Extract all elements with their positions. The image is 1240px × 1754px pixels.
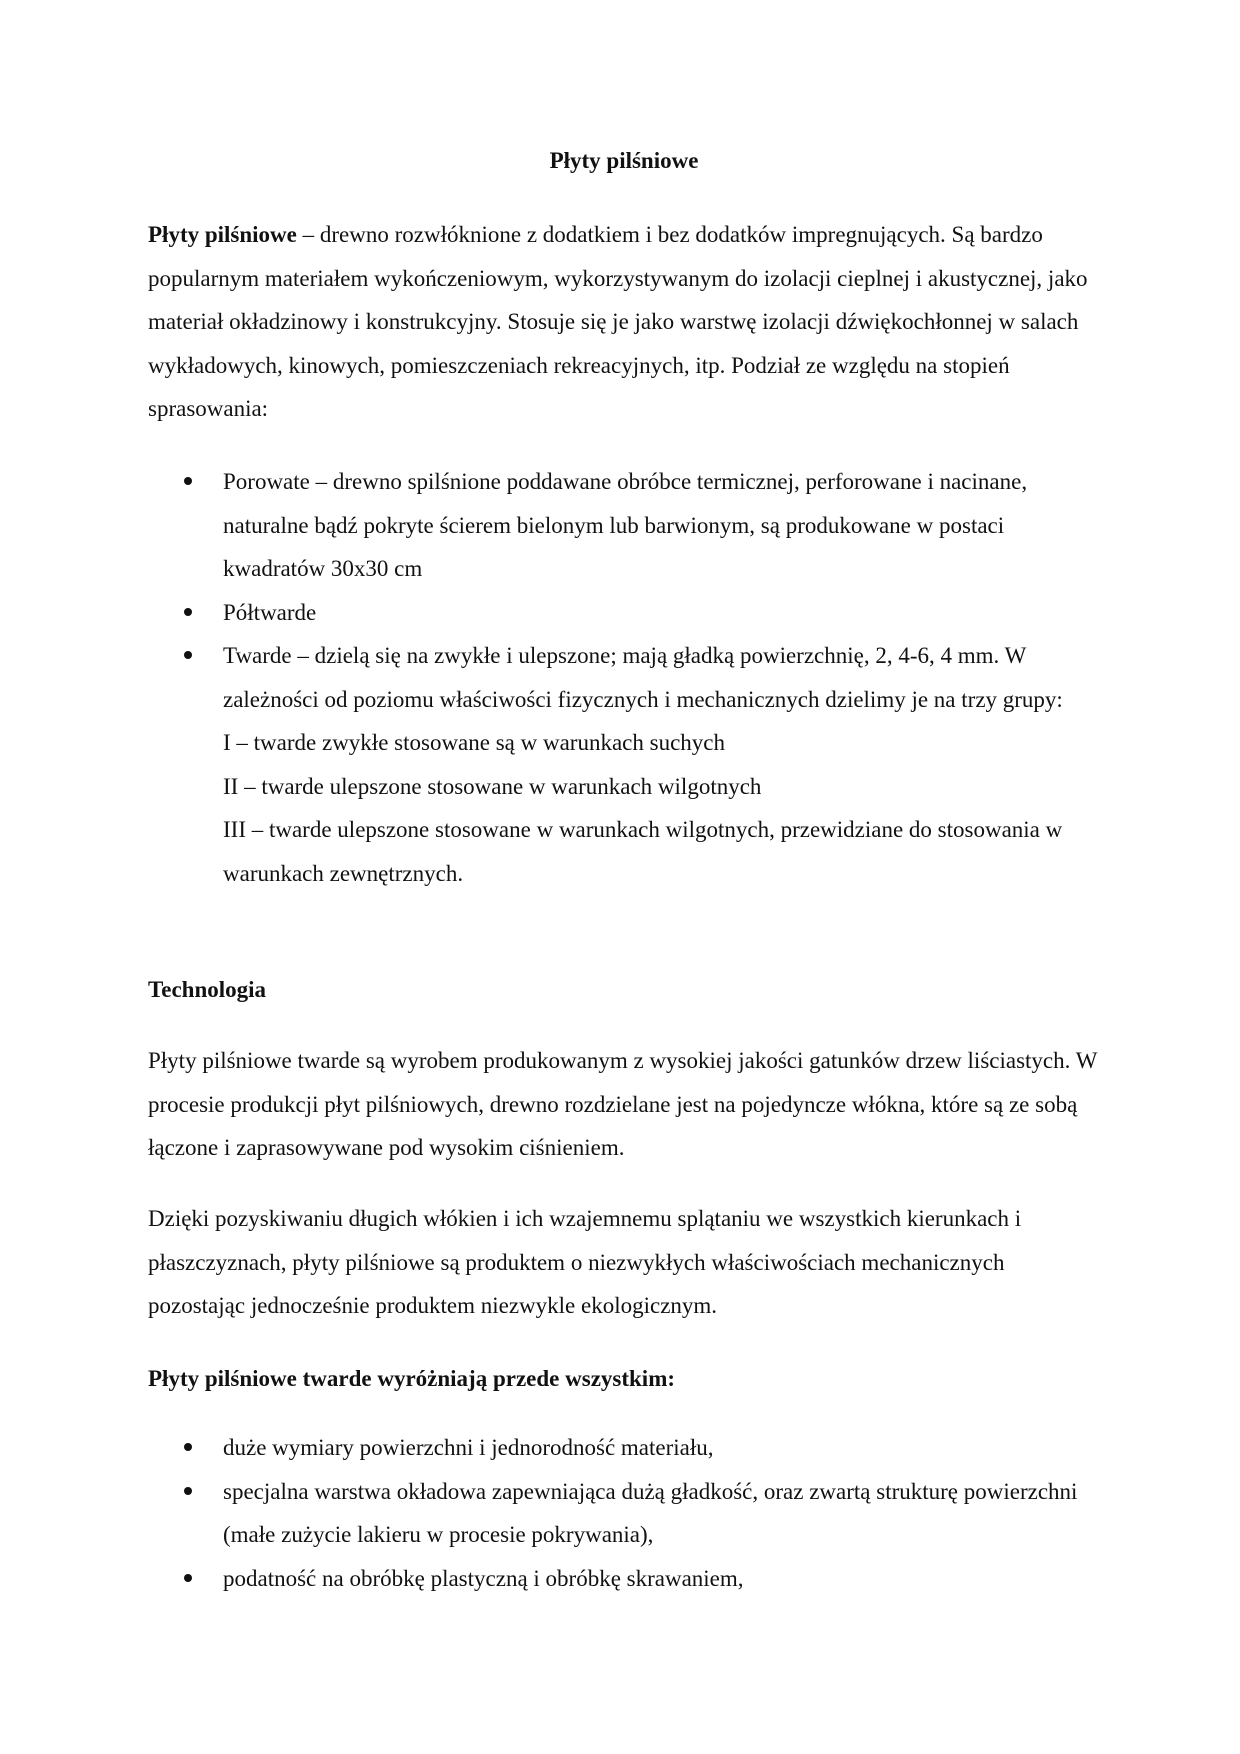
group-line: III – twarde ulepszone stosowane w warunkach wilgotnych, przewidziane do stosowania w warunkach zewnętrznych. — [223, 817, 1063, 886]
list-item-text: podatność na obróbkę plastyczną i obróbkę skrawaniem, — [223, 1565, 744, 1591]
list-item-text: Twarde – dzielą się na zwykłe i ulepszone; mają gładką powierzchnię, 2, 4-6, 4 mm. W zależności od poziomu właściwości fizycznych i mechanicznych dzielimy je na trzy grupy: — [223, 643, 1063, 712]
bullet-icon — [184, 651, 192, 659]
group-line: I – twarde zwykłe stosowane są w warunkach suchych — [223, 730, 726, 755]
features-heading: Płyty pilśniowe twarde wyróżniają przede wszystkim: — [148, 1366, 676, 1391]
group-line: II – twarde ulepszone stosowane w warunkach wilgotnych — [223, 773, 762, 799]
list-item-text: Porowate – drewno spilśnione poddawane obróbce termicznej, perforowane i nacinane, naturalne bądź pokryte ścierem bielonym lub barwionym, są produkowane w postaci kwadratów 30x30 cm — [223, 469, 1028, 581]
features-list — [148, 1426, 1100, 1600]
list-item-text: Półtwarde — [223, 599, 317, 625]
list-item — [148, 1470, 1100, 1557]
technology-heading: Technologia — [148, 977, 267, 1002]
list-item — [148, 1426, 1100, 1470]
bullet-icon — [184, 477, 192, 485]
technology-paragraph: Dzięki pozyskiwaniu długich włókien i ich wzajemnemu splątaniu we wszystkich kierunkach i płaszczyznach, płyty pilśniowe są produktem o niezwykłych właściwościach mechanicznych pozostając jednocześnie produktem niezwykle ekologicznym. — [148, 1206, 1022, 1318]
list-item — [148, 591, 1100, 635]
list-item — [148, 634, 1100, 895]
intro-lead-term: Płyty pilśniowe — [148, 222, 297, 247]
list-item-text: duże wymiary powierzchni i jednorodność materiału, — [223, 1435, 714, 1460]
list-item — [148, 1557, 1100, 1601]
bullet-icon — [184, 608, 192, 616]
intro-paragraph — [148, 213, 1100, 431]
board-types-list — [148, 460, 1100, 895]
document-title: Płyty pilśniowe — [549, 148, 699, 173]
bullet-icon — [184, 1574, 192, 1582]
technology-paragraph: Płyty pilśniowe twarde są wyrobem produkowanym z wysokiej jakości gatunków drzew liściastych. W procesie produkcji płyt pilśniowych, drewno rozdzielane jest na pojedyncze włókna, które są ze sobą łączone i zaprasowywane pod wysokim ciśnieniem. — [148, 1048, 1097, 1160]
bullet-icon — [184, 1443, 192, 1451]
bullet-icon — [184, 1487, 192, 1495]
intro-text: – drewno rozwłóknione z dodatkiem i bez dodatków impregnujących. Są bardzo popularnym materiałem wykończeniowym, wykorzystywanym do izolacji cieplnej i akustycznej, jako materiał okładzinowy i konstrukcyjny. Stosuje się je jako warstwę izolacji dźwiękochłonnej w salach wykładowych, kinowych, pomieszczeniach rekreacyjnych, itp. Podział ze względu na stopień sprasowania: — [148, 222, 1088, 421]
list-item — [148, 460, 1100, 591]
list-item-text: specjalna warstwa okładowa zapewniająca dużą gładkość, oraz zwartą strukturę powierzchni (małe zużycie lakieru w procesie pokrywania), — [223, 1478, 1078, 1547]
